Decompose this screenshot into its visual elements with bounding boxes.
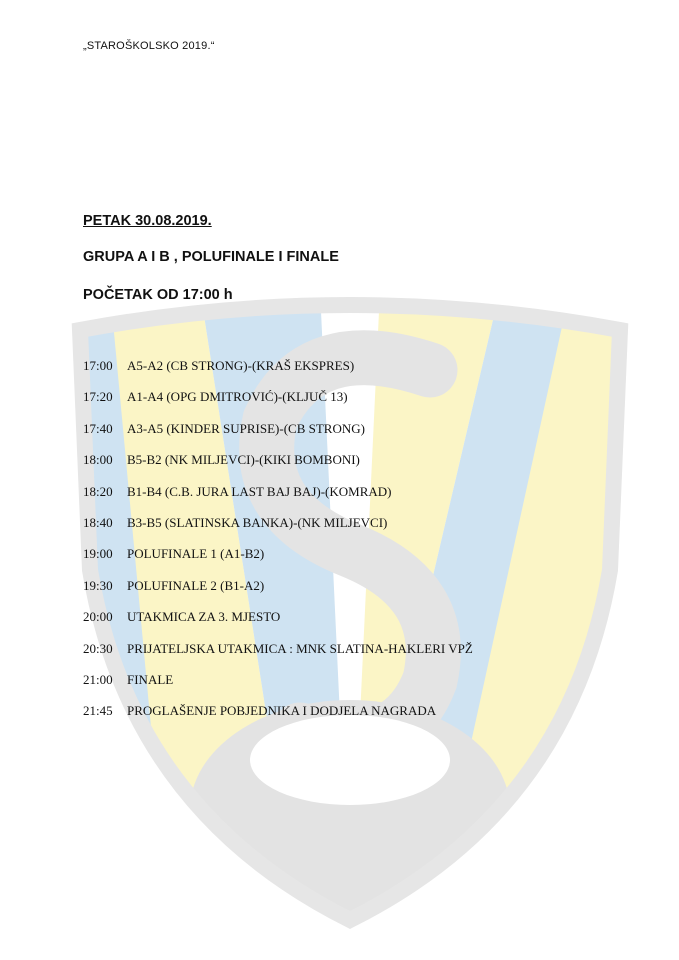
- match-time: 20:30: [83, 640, 113, 656]
- schedule-row: [83, 578, 473, 609]
- schedule-row: [83, 672, 473, 703]
- match-description: FINALE: [127, 671, 174, 687]
- schedule-row: [83, 609, 473, 640]
- match-time: 18:40: [83, 514, 113, 530]
- schedule-row: [83, 546, 473, 577]
- match-description: B1-B4 (C.B. JURA LAST BAJ BAJ)-(KOMRAD): [127, 483, 392, 499]
- schedule-row: [83, 452, 473, 483]
- start-time-heading: POČETAK OD 17:00 h: [83, 287, 233, 303]
- match-description: POLUFINALE 1 (A1-B2): [127, 546, 265, 562]
- schedule-row: [83, 703, 473, 734]
- match-time: 21:00: [83, 671, 113, 687]
- match-description: B5-B2 (NK MILJEVCI)-(KIKI BOMBONI): [127, 452, 360, 468]
- match-description: PROGLAŠENJE POBJEDNIKA I DODJELA NAGRADA: [127, 703, 437, 719]
- match-description: A5-A2 (CB STRONG)-(KRAŠ EKSPRES): [127, 358, 355, 373]
- match-time: 17:20: [83, 389, 113, 405]
- match-time: 18:00: [83, 452, 113, 468]
- match-description: A3-A5 (KINDER SUPRISE)-(CB STRONG): [127, 420, 365, 436]
- document-header-title: „STAROŠKOLSKO 2019.“: [83, 40, 215, 52]
- match-time: 20:00: [83, 609, 113, 625]
- match-time: 17:00: [83, 358, 113, 373]
- match-time: 21:45: [83, 703, 113, 719]
- match-description: B3-B5 (SLATINSKA BANKA)-(NK MILJEVCI): [127, 514, 388, 530]
- match-time: 19:00: [83, 546, 113, 562]
- schedule-row: [83, 484, 473, 515]
- match-description: PRIJATELJSKA UTAKMICA : MNK SLATINA-HAKLERI VPŽ: [127, 640, 473, 656]
- match-description: UTAKMICA ZA 3. MJESTO: [127, 609, 281, 625]
- schedule-row: [83, 421, 473, 452]
- group-heading: GRUPA A I B , POLUFINALE I FINALE: [83, 249, 339, 265]
- schedule-row: [83, 515, 473, 546]
- match-time: 18:20: [83, 483, 113, 499]
- schedule-row: [83, 358, 473, 389]
- match-time: 17:40: [83, 420, 113, 436]
- match-schedule: [83, 358, 473, 735]
- match-time: 19:30: [83, 577, 113, 593]
- schedule-row: [83, 389, 473, 420]
- match-description: POLUFINALE 2 (B1-A2): [127, 577, 265, 593]
- date-heading: PETAK 30.08.2019.: [83, 213, 212, 229]
- schedule-row: [83, 641, 473, 672]
- match-description: A1-A4 (OPG DMITROVIĆ)-(KLJUČ 13): [127, 389, 348, 405]
